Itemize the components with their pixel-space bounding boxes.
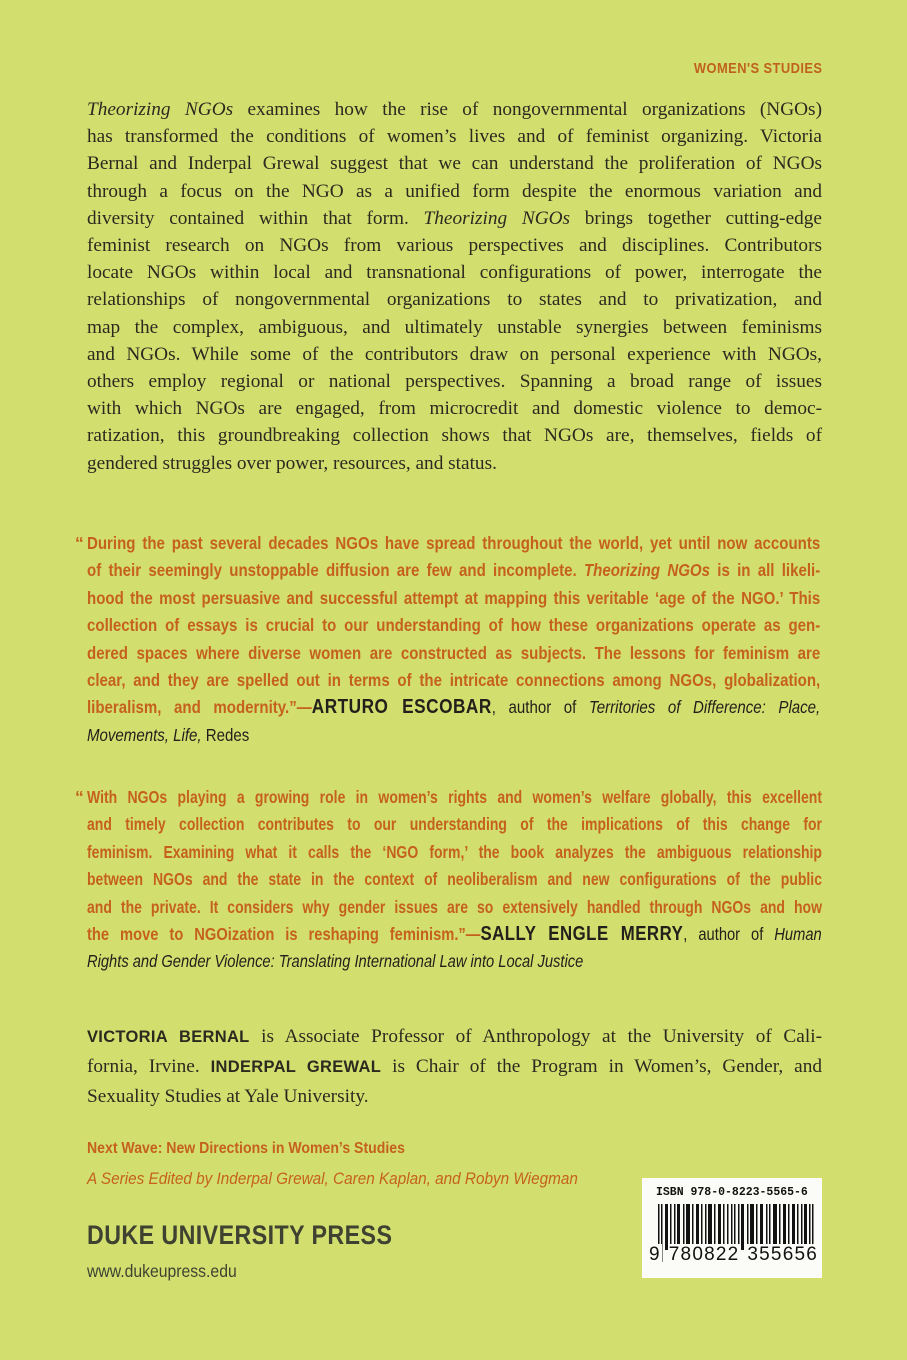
- quote-line: Movements, Life, Redes: [87, 724, 250, 745]
- blurb-line: Theorizing NGOs examines how the rise of nongovernmental organizations (NGOs): [87, 99, 822, 120]
- quote-line: clear, and they are spelled out in terms of the intricate connections among NGOs, globalization,: [87, 670, 821, 691]
- quote-line: and the private. It considers why gender issues are so extensively handled through NGOs and how: [87, 896, 822, 917]
- quote-line: With NGOs playing a growing role in women’s rights and women’s welfare globally, this excellent: [87, 787, 822, 807]
- endorsement-escobar: [75, 530, 822, 749]
- endorsement-merry: [75, 784, 822, 976]
- quote-line: the move to NGOization is reshaping feminism.”—SALLY ENGLE MERRY, author of Human: [87, 923, 822, 946]
- publisher-url[interactable]: www.dukeupress.edu: [87, 1261, 237, 1281]
- endorser-name: SALLY ENGLE MERRY: [480, 923, 684, 946]
- editor-name: VICTORIA BERNAL: [87, 1028, 250, 1046]
- blurb-line: Bernal and Inderpal Grewal suggest that we can understand the proliferation of NGOs: [87, 153, 822, 175]
- blurb-line: others employ regional or national perspectives. Spanning a broad range of issues: [87, 371, 822, 393]
- blurb-line: map the complex, ambiguous, and ultimately unstable synergies between feminisms: [87, 316, 822, 338]
- blurb-line: gendered struggles over power, resources, and status.: [87, 452, 497, 474]
- quote-line: of their seemingly unstoppable diffusion are few and incomplete. Theorizing NGOs is in all likeli-: [87, 560, 821, 581]
- endorser-book-title: Human: [774, 924, 822, 945]
- blurb-line: feminist research on NGOs from various perspectives and disciplines. Contributors: [87, 235, 822, 257]
- blurb-line: with which NGOs are engaged, from microcredit and domestic violence to democ-: [87, 398, 822, 420]
- barcode-digits: 9 780822 355656: [649, 1244, 818, 1265]
- blurb-line: ratization, this groundbreaking collection shows that NGOs are, themselves, fields of: [87, 425, 822, 447]
- book-description: [87, 96, 822, 477]
- isbn-barcode: [642, 1178, 822, 1278]
- bio-line: fornia, Irvine. INDERPAL GREWAL is Chair of the Program in Women’s, Gender, and: [87, 1056, 822, 1077]
- endorser-book-title: Rights and Gender Violence: Translating International Law into Local Justice: [87, 951, 584, 972]
- bio-line: Sexuality Studies at Yale University.: [87, 1086, 369, 1107]
- series-title: Next Wave: New Directions in Women’s Studies: [87, 1140, 405, 1157]
- quote-line: and timely collection contributes to our understanding of the implications of this change for: [87, 814, 822, 835]
- book-title-italic: Theorizing NGOs: [423, 207, 571, 229]
- quote-line: feminism. Examining what it calls the ‘NGO form,’ the book analyzes the ambiguous relationship: [87, 841, 822, 862]
- editor-name: INDERPAL GREWAL: [210, 1058, 382, 1076]
- blurb-line: has transformed the conditions of women’s lives and of feminist organizing. Victoria: [87, 126, 822, 148]
- publisher-name: DUKE UNIVERSITY PRESS: [87, 1220, 393, 1250]
- quote-line: hood the most persuasive and successful attempt at mapping this veritable ‘age of the NGO.’ This: [87, 587, 821, 608]
- blurb-line: and NGOs. While some of the contributors draw on personal experience with NGOs,: [87, 343, 822, 365]
- blurb-line: locate NGOs within local and transnational configurations of power, interrogate the: [87, 262, 822, 284]
- quote-line: During the past several decades NGOs have spread throughout the world, yet until now accounts: [87, 533, 821, 553]
- blurb-line: relationships of nongovernmental organizations to states and to privatization, and: [87, 289, 822, 311]
- endorser-book-title: Movements, Life,: [87, 724, 202, 745]
- blurb-line: diversity contained within that form. Theorizing NGOs brings together cutting-edge: [87, 207, 822, 229]
- editor-bios: [87, 1022, 822, 1112]
- quote-line: [87, 948, 822, 975]
- quote-line: collection of essays is crucial to our understanding of how these organizations operate as gen-: [87, 615, 821, 636]
- quote-line: liberalism, and modernity.”—ARTURO ESCOBAR, author of Territories of Difference: Place,: [87, 696, 821, 719]
- series-editors: A Series Edited by Inderpal Grewal, Caren Kaplan, and Robyn Wiegman: [87, 1169, 578, 1188]
- bio-line: VICTORIA BERNAL is Associate Professor of Anthropology at the University of Cali-: [87, 1026, 822, 1047]
- endorser-book-title: Territories of Difference: Place,: [588, 697, 821, 718]
- blurb-line: through a focus on the NGO as a unified form despite the enormous variation and: [87, 180, 822, 202]
- category-label: WOMEN'S STUDIES: [693, 60, 822, 77]
- endorser-name: ARTURO ESCOBAR: [311, 696, 492, 719]
- book-title-italic: Theorizing NGOs: [583, 560, 710, 581]
- book-title-italic: Theorizing NGOs: [87, 99, 234, 120]
- isbn-label: ISBN 978-0-8223-5565-6: [656, 1186, 808, 1199]
- open-quote-mark: “: [75, 533, 84, 553]
- quote-line: dered spaces where diverse women are constructed as subjects. The lessons for feminism are: [87, 642, 821, 663]
- quote-line: between NGOs and the state in the context of neoliberalism and new configurations of the public: [87, 869, 822, 890]
- open-quote-mark: “: [75, 787, 84, 807]
